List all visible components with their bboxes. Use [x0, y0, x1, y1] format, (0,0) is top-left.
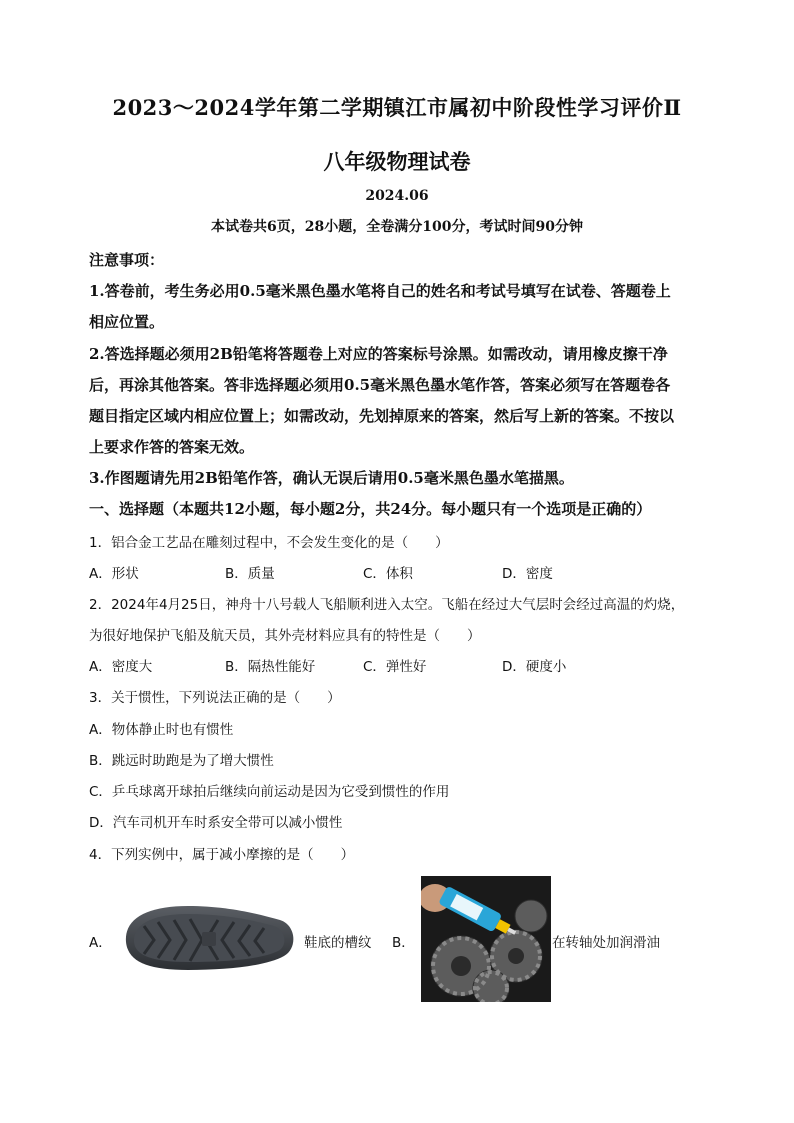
question-4-option-b-caption: 在转轴处加润滑油: [552, 935, 660, 951]
question-3-option-c: C．乒乓球离开球拍后继续向前运动是因为它受到惯性的作用: [89, 784, 450, 800]
note-3: 3.作图题请先用2B铅笔作答，确认无误后请用0.5毫米黑色墨水笔描黑。: [89, 469, 574, 487]
question-4-option-a-caption: 鞋底的槽纹: [304, 935, 372, 951]
question-2-stem-line-2: 为很好地保护飞船及航天员，其外壳材料应具有的特性是（ ）: [89, 628, 481, 644]
note-1-line-2: 相应位置。: [89, 313, 165, 331]
note-2-line-1: 2.答选择题必须用2B铅笔将答题卷上对应的答案标号涂黑。如需改动，请用橡皮擦干净: [89, 345, 668, 363]
question-3-stem: 3．关于惯性，下列说法正确的是（ ）: [89, 690, 341, 706]
gear-lubrication-image: [421, 876, 551, 1002]
notes-heading: 注意事项：: [89, 251, 165, 269]
exam-date: 2024.06: [365, 188, 429, 204]
question-3-option-a: A．物体静止时也有惯性: [89, 722, 234, 738]
question-4-stem: 4．下列实例中，属于减小摩擦的是（ ）: [89, 847, 355, 863]
exam-info: 本试卷共6页，28小题，全卷满分100分，考试时间90分钟: [211, 219, 583, 235]
question-1-option-b: B．质量: [225, 566, 275, 582]
exam-title: 2023～2024学年第二学期镇江市属初中阶段性学习评价Ⅱ: [112, 95, 682, 120]
note-2-line-3: 题目指定区域内相应位置上；如需改动，先划掉原来的答案，然后写上新的答案。不按以: [89, 407, 675, 425]
question-3-option-d: D．汽车司机开车时系安全带可以减小惯性: [89, 815, 343, 831]
question-2-option-d: D．硬度小: [502, 659, 567, 675]
question-2-stem-line-1: 2．2024年4月25日，神舟十八号载人飞船顺利进入太空。飞船在经过大气层时会经过高温的灼烧，: [89, 597, 685, 613]
question-1-option-a: A．形状: [89, 566, 139, 582]
question-2-option-a: A．密度大: [89, 659, 153, 675]
question-1-option-c: C．体积: [363, 566, 413, 582]
question-4-option-b-label: B．: [392, 935, 415, 951]
question-2-option-c: C．弹性好: [363, 659, 427, 675]
question-4-option-a-label: A．: [89, 935, 112, 951]
question-3-option-b: B．跳远时助跑是为了增大惯性: [89, 753, 274, 769]
question-1-stem: 1．铝合金工艺品在雕刻过程中，不会发生变化的是（ ）: [89, 535, 449, 551]
note-1-line-1: 1.答卷前，考生务必用0.5毫米黑色墨水笔将自己的姓名和考试号填写在试卷、答题卷上: [89, 282, 671, 300]
question-2-option-b: B．隔热性能好: [225, 659, 316, 675]
note-2-line-2: 后，再涂其他答案。答非选择题必须用0.5毫米黑色墨水笔作答，答案必须写在答题卷各: [89, 376, 671, 394]
section-1-heading: 一、选择题（本题共12小题，每小题2分，共24分。每小题只有一个选项是正确的）: [89, 500, 652, 518]
exam-subtitle: 八年级物理试卷: [323, 149, 471, 174]
shoe-sole-image: [118, 896, 298, 978]
note-2-line-4: 上要求作答的答案无效。: [89, 438, 255, 456]
question-1-option-d: D．密度: [502, 566, 553, 582]
